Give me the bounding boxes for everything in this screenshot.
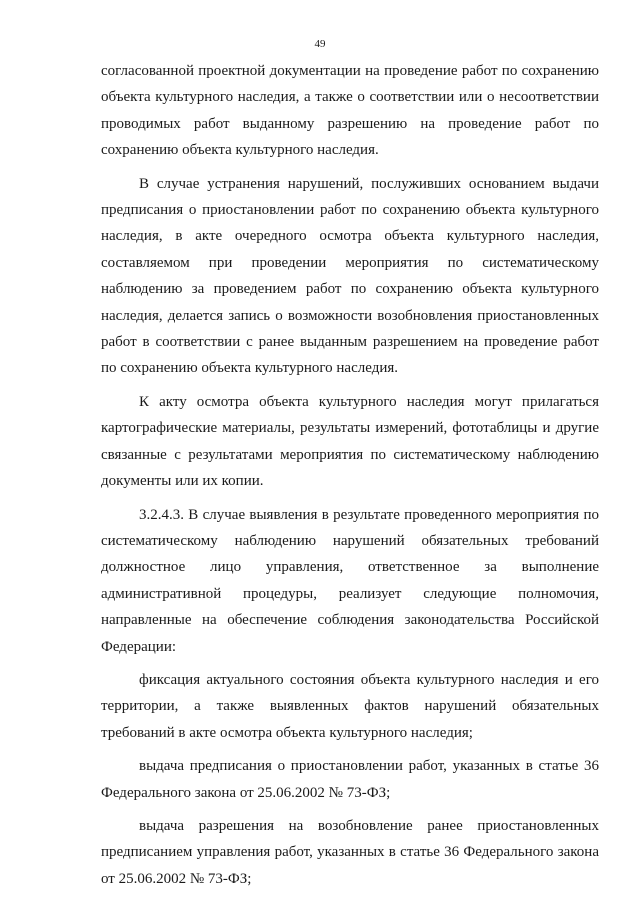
paragraph-violation-removal: В случае устранения нарушений, послуживших основанием выдачи предписания о приостановлении работ по сохранению объекта культурного наследия, в акте очередного осмотра объекта культурного наследия, составляемом при проведении мероприятия по систематическому наблюдению за проведением работ по сохранению объекта культурного наследия, делается запись о возможности возобновления приостановленных работ в соответствии с ранее выданным разрешением на проведение работ по сохранению объекта культурного наследия.: [101, 175, 599, 377]
paragraph-suspension-order: выдача предписания о приостановлении работ, указанных в статье 36 Федерального закона от 25.06.2002 № 73-ФЗ;: [101, 758, 599, 801]
paragraph-section-3-2-4-3: 3.2.4.3. В случае выявления в результате проведенного мероприятия по систематическому наблюдению нарушений обязательных требований должностное лицо управления, ответственное за выполнение административной процедуры, реализует следующие полномочия, направленные на обеспечение соблюдения законодательства Российской Федерации:: [101, 506, 599, 655]
paragraph-inspection-attachments: К акту осмотра объекта культурного наследия могут прилагаться картографические материалы, результаты измерений, фототаблицы и другие связанные с результатами мероприятия по систематическому наблюдению документы или их копии.: [101, 393, 599, 490]
paragraph-continuation: согласованной проектной документации на проведение работ по сохранению объекта культурного наследия, а также о соответствии или о несоответствии проводимых работ выданному разрешению на проведение работ по сохранению объекта культурного наследия.: [101, 63, 599, 159]
paragraph-state-fixation: фиксация актуального состояния объекта культурного наследия и его территории, а также выявленных фактов нарушений обязательных требований в акте осмотра объекта культурного наследия;: [101, 671, 599, 741]
paragraph-resumption-permit: выдача разрешения на возобновление ранее приостановленных предписанием управления работ, указанных в статье 36 Федерального закона от 25.06.2002 № 73-ФЗ;: [101, 817, 599, 887]
page-number: 49: [314, 38, 326, 50]
document-body: [101, 58, 599, 892]
